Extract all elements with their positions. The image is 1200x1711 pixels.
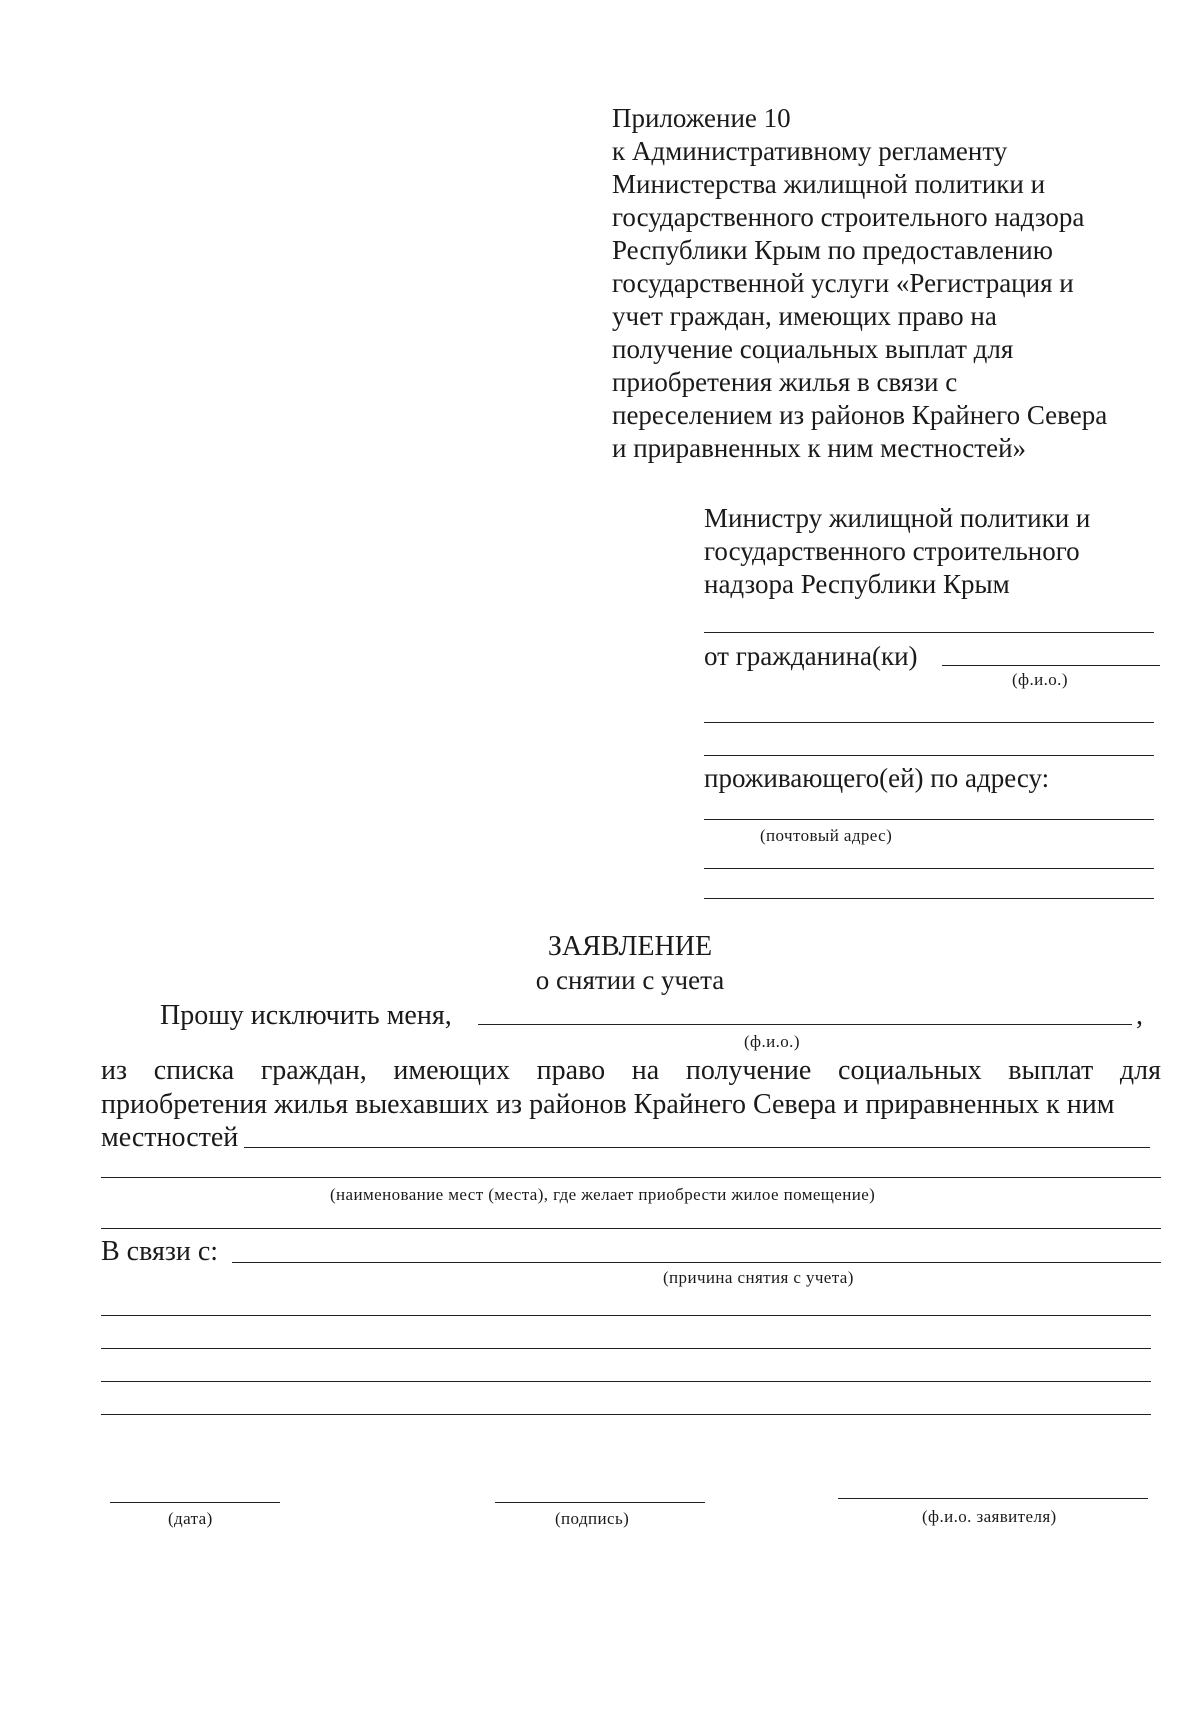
request-fio-caption: (ф.и.о.) — [744, 1032, 800, 1051]
addressee-block — [704, 502, 1174, 601]
body-line-1: из списка граждан, имеющих право на получение социальных выплат для — [101, 1055, 1161, 1086]
appendix-line: Министерства жилищной политики и — [612, 169, 1046, 199]
reason-field-line-4[interactable] — [101, 1381, 1151, 1382]
document-subtitle: о снятии с учета — [535, 965, 725, 995]
document-title: ЗАЯВЛЕНИЕ — [547, 931, 713, 962]
appendix-line: Приложение 10 — [612, 103, 791, 133]
reason-caption: (причина снятия с учета) — [663, 1268, 854, 1287]
addressee-blank-line[interactable] — [704, 632, 1154, 633]
addressee-line: государственного строительного — [704, 536, 1080, 566]
fio-field[interactable] — [942, 665, 1160, 666]
body-line-2: приобретения жилья выехавших из районов Крайнего Севера и приравненных к ним — [101, 1089, 1115, 1120]
from-citizen-label: от гражданина(ки) — [704, 641, 918, 671]
places-field[interactable] — [244, 1147, 1150, 1148]
address-field[interactable] — [704, 819, 1154, 820]
address-label: проживающего(ей) по адресу: — [704, 763, 1050, 793]
appendix-line: Республики Крым по предоставлению — [612, 235, 1053, 265]
address-field-line-2[interactable] — [704, 868, 1154, 869]
fio-caption: (ф.и.о.) — [1012, 670, 1068, 689]
request-prefix: Прошу исключить меня, — [160, 1000, 452, 1031]
request-fio-field[interactable] — [478, 1024, 1132, 1025]
date-field[interactable] — [110, 1502, 280, 1503]
appendix-line: учет граждан, имеющих право на — [612, 301, 997, 331]
addressee-line: Министру жилищной политики и — [704, 503, 1091, 533]
address-field-line-3[interactable] — [704, 898, 1154, 899]
date-caption: (дата) — [168, 1509, 213, 1528]
appendix-line: государственной услуги «Регистрация и — [612, 268, 1074, 298]
applicant-fio-caption: (ф.и.о. заявителя) — [922, 1507, 1057, 1526]
places-field-line-3[interactable] — [101, 1228, 1161, 1229]
appendix-line: государственного строительного надзора — [612, 202, 1085, 232]
appendix-line: к Административному регламенту — [612, 136, 1008, 166]
appendix-block — [612, 102, 1172, 465]
address-caption: (почтовый адрес) — [760, 826, 893, 845]
places-field-line-2[interactable] — [101, 1177, 1161, 1178]
signature-caption: (подпись) — [555, 1509, 630, 1528]
body-line-3: местностей — [101, 1122, 239, 1153]
request-comma: , — [1136, 1000, 1143, 1031]
reason-field-line-2[interactable] — [101, 1315, 1151, 1316]
signature-field[interactable] — [495, 1502, 705, 1503]
appendix-line: и приравненных к ним местностей» — [612, 433, 1027, 463]
reason-field-line-3[interactable] — [101, 1348, 1151, 1349]
fio-field-line-2[interactable] — [704, 722, 1154, 723]
appendix-line: переселением из районов Крайнего Севера — [612, 400, 1108, 430]
reason-label: В связи с: — [101, 1236, 219, 1267]
applicant-fio-field[interactable] — [838, 1498, 1148, 1499]
reason-field-line-5[interactable] — [101, 1414, 1151, 1415]
reason-field[interactable] — [232, 1262, 1161, 1263]
appendix-line: получение социальных выплат для — [612, 334, 1014, 364]
fio-field-line-3[interactable] — [704, 755, 1154, 756]
places-caption: (наименование мест (места), где желает приобрести жилое помещение) — [330, 1185, 876, 1204]
addressee-line: надзора Республики Крым — [704, 569, 1010, 599]
appendix-line: приобретения жилья в связи с — [612, 367, 958, 397]
